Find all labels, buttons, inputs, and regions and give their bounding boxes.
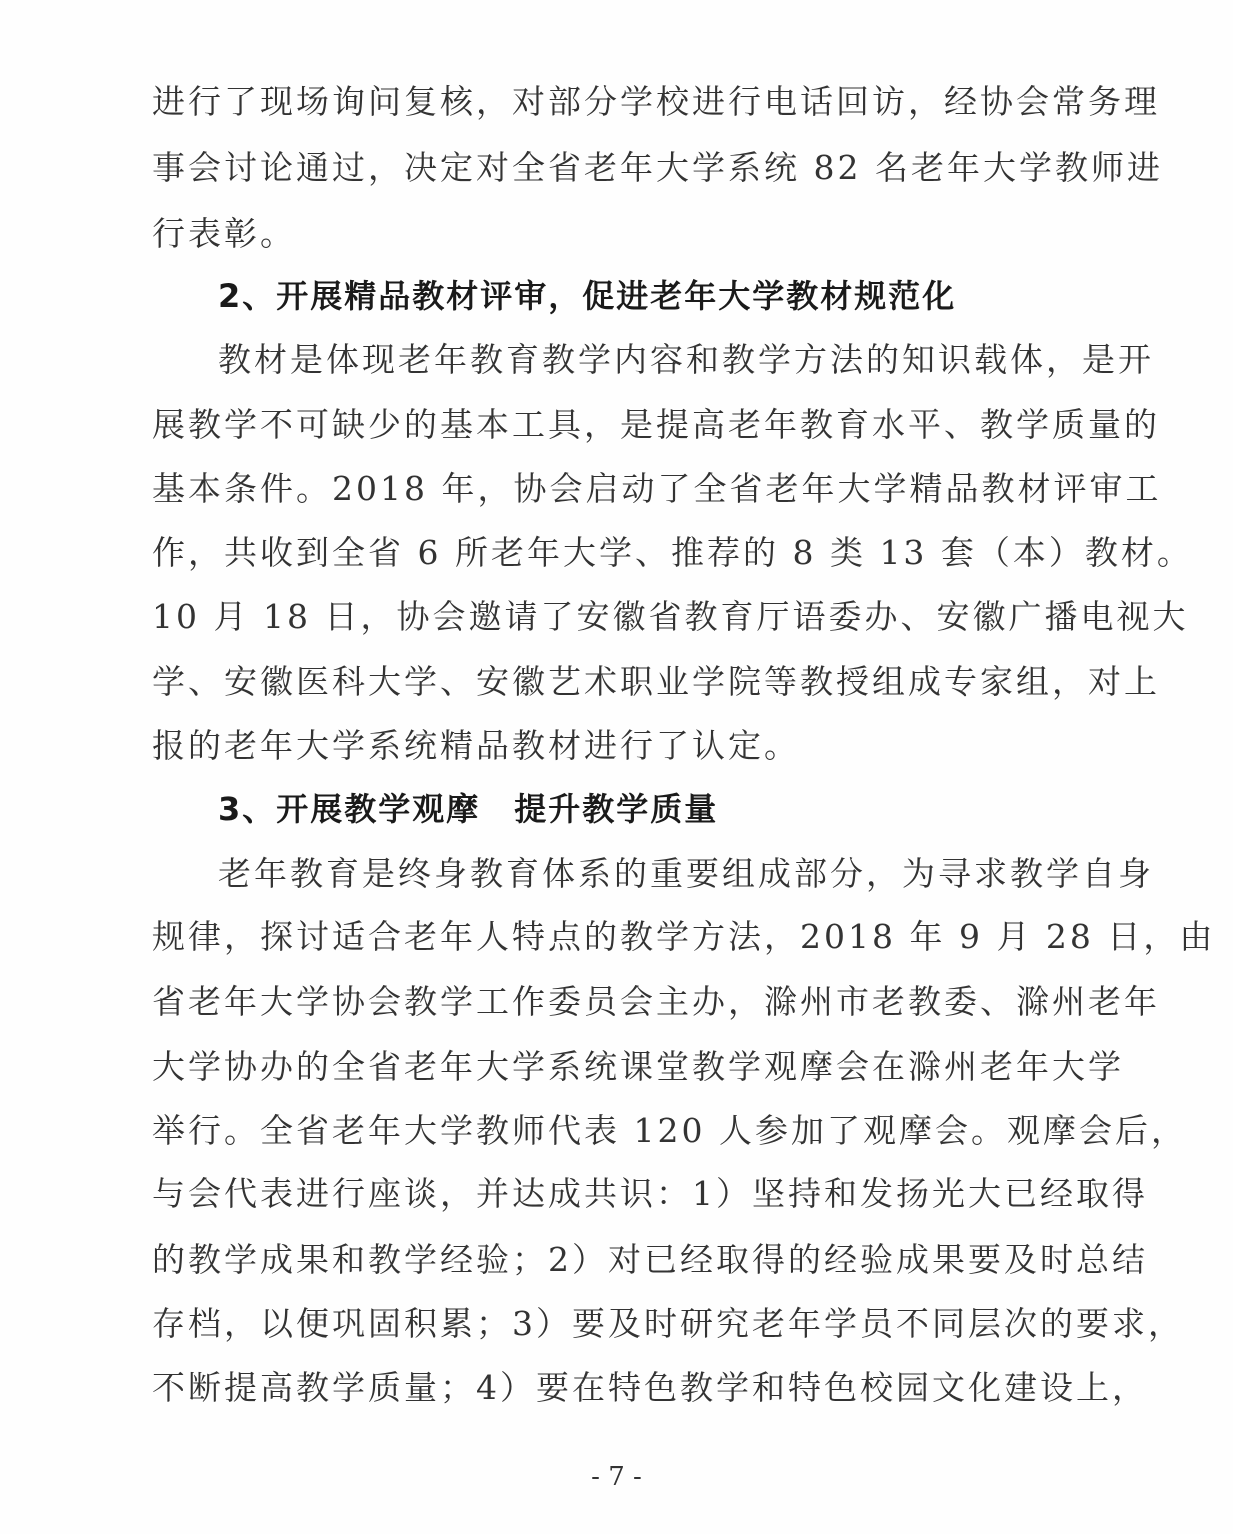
paragraph-line: 进行了现场询问复核，对部分学校进行电话回访，经协会常务理 bbox=[152, 82, 1160, 121]
paragraph-line: 不断提高教学质量；4）要在特色教学和特色校园文化建设上， bbox=[152, 1368, 1148, 1407]
paragraph-line: 教材是体现老年教育教学内容和教学方法的知识载体，是开 bbox=[218, 340, 1154, 379]
paragraph-line: 举行。全省老年大学教师代表 120 人参加了观摩会。观摩会后， bbox=[152, 1111, 1187, 1150]
paragraph-line: 作，共收到全省 6 所老年大学、推荐的 8 类 13 套（本）教材。 bbox=[152, 533, 1193, 572]
paragraph-line: 存档，以便巩固积累；3）要及时研究老年学员不同层次的要求， bbox=[152, 1304, 1184, 1343]
paragraph-line: 10 月 18 日，协会邀请了安徽省教育厅语委办、安徽广播电视大 bbox=[152, 597, 1189, 636]
section-heading-3: 3、开展教学观摩 提升教学质量 bbox=[218, 790, 719, 828]
paragraph-line: 与会代表进行座谈，并达成共识：1）坚持和发扬光大已经取得 bbox=[152, 1174, 1148, 1213]
paragraph-line: 学、安徽医科大学、安徽艺术职业学院等教授组成专家组，对上 bbox=[152, 662, 1160, 701]
paragraph-line: 事会讨论通过，决定对全省老年大学系统 82 名老年大学教师进 bbox=[152, 148, 1163, 187]
paragraph-line: 规律，探讨适合老年人特点的教学方法，2018 年 9 月 28 日，由 bbox=[152, 917, 1216, 956]
paragraph-line: 展教学不可缺少的基本工具，是提高老年教育水平、教学质量的 bbox=[152, 405, 1160, 444]
section-heading-2: 2、开展精品教材评审，促进老年大学教材规范化 bbox=[218, 277, 957, 315]
paragraph-line: 老年教育是终身教育体系的重要组成部分，为寻求教学自身 bbox=[218, 854, 1154, 893]
page-number: - 7 - bbox=[591, 1462, 642, 1492]
paragraph-line: 报的老年大学系统精品教材进行了认定。 bbox=[152, 726, 800, 765]
paragraph-line: 省老年大学协会教学工作委员会主办，滁州市老教委、滁州老年 bbox=[152, 982, 1160, 1021]
paragraph-line: 行表彰。 bbox=[152, 214, 296, 253]
paragraph-line: 基本条件。2018 年，协会启动了全省老年大学精品教材评审工 bbox=[152, 469, 1162, 508]
paragraph-line: 大学协办的全省老年大学系统课堂教学观摩会在滁州老年大学 bbox=[152, 1047, 1124, 1086]
paragraph-line: 的教学成果和教学经验；2）对已经取得的经验成果要及时总结 bbox=[152, 1240, 1148, 1279]
